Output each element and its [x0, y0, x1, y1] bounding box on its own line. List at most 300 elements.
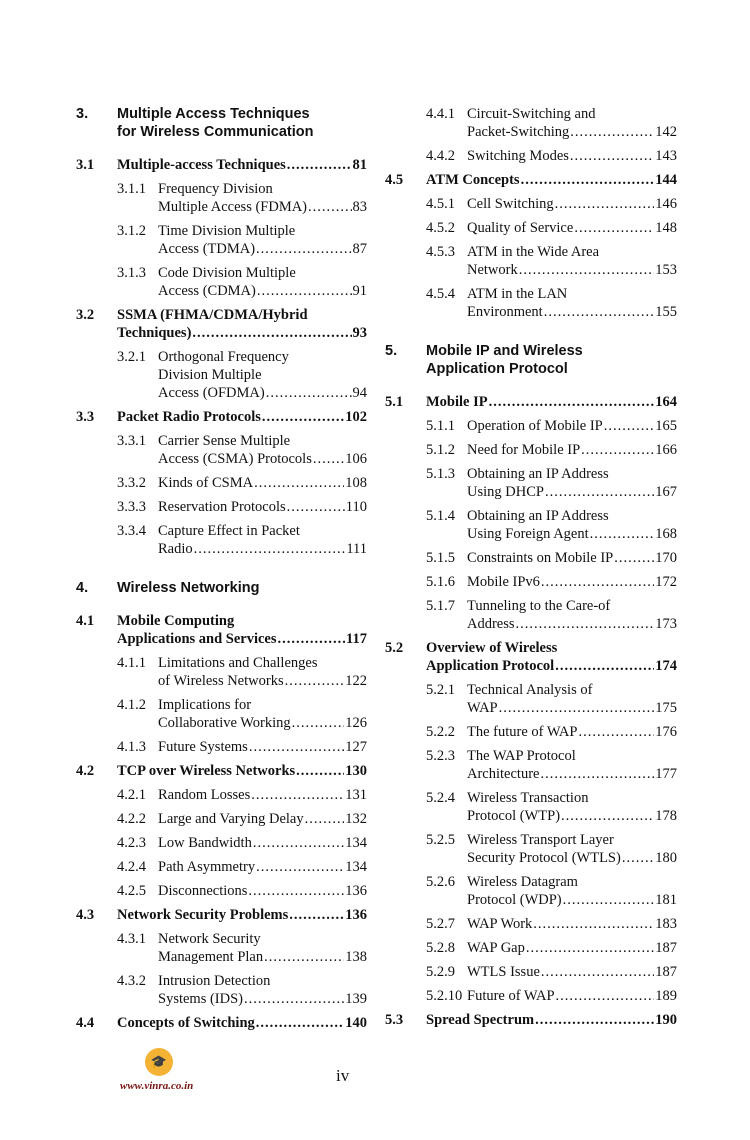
entry-title-line: Switching Modes: [467, 148, 569, 164]
page-ref: 126: [345, 715, 367, 731]
entry-last-line: [467, 261, 677, 279]
entry-title-line: The future of WAP: [467, 724, 578, 740]
entry-last-line: [117, 630, 367, 648]
entry-last-line: [467, 441, 677, 459]
entry-body: [467, 873, 677, 909]
entry-last-line: [158, 990, 367, 1008]
entry-last-line: [117, 762, 367, 780]
entry-last-line: [117, 324, 367, 342]
entry-title-line: TCP over Wireless Networks: [117, 763, 296, 779]
toc-subsection-entry[interactable]: [385, 147, 677, 165]
entry-last-line: [158, 714, 367, 732]
leader-dots: [194, 540, 346, 558]
entry-number: 3.2.1: [117, 349, 146, 365]
leader-dots: [555, 657, 654, 675]
toc-section-entry[interactable]: [76, 408, 367, 426]
page-ref: 102: [345, 409, 367, 425]
toc-subsection-entry[interactable]: [385, 963, 677, 981]
leader-dots: [254, 474, 344, 492]
entry-last-line: [426, 393, 677, 411]
entry-body: [117, 762, 367, 780]
toc-section-entry[interactable]: [76, 306, 367, 342]
entry-title-line: Technical Analysis of: [467, 682, 593, 698]
toc-subsection-entry[interactable]: [385, 789, 677, 825]
toc-subsection-entry[interactable]: [385, 465, 677, 501]
page-ref: 132: [345, 811, 367, 827]
toc-subsection-entry[interactable]: [385, 915, 677, 933]
entry-body: [467, 507, 677, 543]
entry-title-line: Wireless Transport Layer: [467, 832, 614, 848]
entry-body: [467, 285, 677, 321]
entry-number: 5.2.6: [426, 874, 455, 890]
entry-body: [426, 1011, 677, 1029]
entry-body: [426, 342, 677, 378]
toc-subsection-entry[interactable]: [385, 285, 677, 321]
entry-body: [158, 786, 367, 804]
page-ref: 181: [655, 892, 677, 908]
entry-last-line: [467, 699, 677, 717]
entry-number: 5.3: [385, 1012, 404, 1028]
entry-last-line: [158, 474, 367, 492]
entry-title-line: WAP: [467, 700, 498, 716]
page-ref: 91: [352, 283, 367, 299]
leader-dots: [251, 786, 344, 804]
entry-title-line: Access (CSMA) Protocols: [158, 451, 312, 467]
toc-subsection-entry[interactable]: [385, 441, 677, 459]
entry-number: 4.3.2: [117, 973, 146, 989]
entry-number: 4.5.4: [426, 286, 455, 302]
entry-number: 4.5.2: [426, 220, 455, 236]
leader-dots: [287, 498, 345, 516]
leader-dots: [256, 240, 351, 258]
leader-dots: [296, 762, 344, 780]
page-ref: 138: [345, 949, 367, 965]
page-ref: 172: [655, 574, 677, 590]
toc-subsection-entry[interactable]: [76, 882, 367, 900]
toc-subsection-entry[interactable]: [385, 747, 677, 783]
toc-subsection-entry[interactable]: [385, 417, 677, 435]
entry-body: [158, 348, 367, 402]
entry-last-line: [426, 1011, 677, 1029]
entry-body: [467, 465, 677, 501]
toc-section-entry[interactable]: [76, 156, 367, 174]
entry-body: [467, 219, 677, 237]
entry-number: 4.1.1: [117, 655, 146, 671]
entry-number: 3.3.3: [117, 499, 146, 515]
entry-number: 4.4.2: [426, 148, 455, 164]
toc-subsection-entry[interactable]: [76, 474, 367, 492]
leader-dots: [253, 834, 344, 852]
entry-title-line: Packet Radio Protocols: [117, 409, 261, 425]
entry-last-line: [158, 384, 367, 402]
toc-subsection-entry[interactable]: [76, 522, 367, 558]
entry-body: [117, 906, 367, 924]
entry-title-line: Multiple Access (FDMA): [158, 199, 308, 215]
entry-last-line: [158, 498, 367, 516]
entry-body: [158, 810, 367, 828]
entry-last-line: [467, 525, 677, 543]
entry-last-line: [467, 849, 677, 867]
leader-dots: [489, 393, 655, 411]
entry-title-line: Wireless Datagram: [467, 874, 578, 890]
entry-number: 4.2: [76, 763, 95, 779]
leader-dots: [249, 738, 344, 756]
leader-dots: [308, 198, 351, 216]
entry-body: [467, 939, 677, 957]
entry-title-line: Disconnections: [158, 883, 248, 899]
entry-last-line: [467, 219, 677, 237]
entry-number: 5.2.2: [426, 724, 455, 740]
entry-body: [158, 432, 367, 468]
toc-left-column: [76, 105, 367, 1038]
entry-number: 5.1.6: [426, 574, 455, 590]
entry-number: 5.1.4: [426, 508, 455, 524]
entry-last-line: [467, 807, 677, 825]
entry-body: [158, 858, 367, 876]
page-ref: 167: [655, 484, 677, 500]
leader-dots: [264, 948, 344, 966]
entry-last-line: [467, 963, 677, 981]
entry-body: [158, 930, 367, 966]
entry-body: [158, 654, 367, 690]
leader-dots: [545, 483, 654, 501]
toc-section-entry[interactable]: [76, 906, 367, 924]
page-ref: 134: [345, 835, 367, 851]
page-ref: 144: [655, 172, 677, 188]
leader-dots: [561, 807, 654, 825]
publisher-logo: [145, 1048, 173, 1076]
entry-number: 4.4: [76, 1015, 95, 1031]
toc-subsection-entry[interactable]: [76, 930, 367, 966]
toc-subsection-entry[interactable]: [76, 222, 367, 258]
entry-title-line: Spread Spectrum: [426, 1012, 535, 1028]
entry-last-line: [158, 282, 367, 300]
entry-last-line: [467, 303, 677, 321]
entry-title-line: Overview of Wireless: [426, 640, 558, 656]
toc-subsection-entry[interactable]: [76, 810, 367, 828]
toc-subsection-entry[interactable]: [76, 180, 367, 216]
leader-dots: [535, 1011, 654, 1029]
entry-body: [467, 681, 677, 717]
entry-title-line: Using DHCP: [467, 484, 544, 500]
entry-title-line: Mobile IP and Wireless: [426, 343, 583, 359]
toc-subsection-entry[interactable]: [76, 738, 367, 756]
entry-title-line: Network Security: [158, 931, 261, 947]
entry-number: 4.1: [76, 613, 95, 629]
toc-section-entry[interactable]: [385, 639, 677, 675]
entry-last-line: [467, 483, 677, 501]
entry-last-line: [467, 915, 677, 933]
entry-last-line: [117, 1014, 367, 1032]
entry-title-line: Mobile IPv6: [467, 574, 540, 590]
toc-subsection-entry[interactable]: [385, 597, 677, 633]
entry-number: 4.: [76, 580, 89, 596]
leader-dots: [541, 573, 654, 591]
entry-title-line: Techniques): [117, 325, 192, 341]
entry-body: [158, 972, 367, 1008]
entry-last-line: [117, 408, 367, 426]
leader-dots: [622, 849, 654, 867]
toc-subsection-entry[interactable]: [385, 105, 677, 141]
entry-title-line: ATM in the LAN: [467, 286, 568, 302]
graduation-cap-icon: 🎓: [150, 1054, 168, 1069]
entry-body: [467, 573, 677, 591]
entry-title-line: Mobile Computing: [117, 613, 235, 629]
entry-number: 4.1.3: [117, 739, 146, 755]
entry-title-line: Time Division Multiple: [158, 223, 296, 239]
leader-dots: [614, 549, 654, 567]
page-ref: 148: [655, 220, 677, 236]
entry-number: 5.: [385, 343, 398, 359]
entry-last-line: [158, 948, 367, 966]
entry-title-line: Management Plan: [158, 949, 264, 965]
entry-body: [467, 789, 677, 825]
page-ref: 190: [655, 1012, 677, 1028]
entry-body: [467, 915, 677, 933]
entry-last-line: [158, 882, 367, 900]
leader-dots: [285, 672, 345, 690]
entry-title-line: Tunneling to the Care-of: [467, 598, 611, 614]
leader-dots: [516, 615, 655, 633]
entry-body: [158, 222, 367, 258]
toc-section-entry[interactable]: [76, 612, 367, 648]
entry-title-line: Cell Switching: [467, 196, 554, 212]
entry-last-line: [117, 906, 367, 924]
chapter-heading[interactable]: [385, 342, 677, 378]
leader-dots: [578, 723, 654, 741]
entry-title-line: Implications for: [158, 697, 252, 713]
entry-last-line: [467, 723, 677, 741]
toc-section-entry[interactable]: [385, 171, 677, 189]
entry-body: [426, 171, 677, 189]
toc-subsection-entry[interactable]: [76, 786, 367, 804]
toc-subsection-entry[interactable]: [76, 654, 367, 690]
leader-dots: [278, 630, 346, 648]
leader-dots: [521, 171, 655, 189]
page-ref: 83: [352, 199, 367, 215]
entry-number: 5.2.1: [426, 682, 455, 698]
entry-number: 3.3: [76, 409, 95, 425]
entry-title-line: Protocol (WTP): [467, 808, 561, 824]
entry-last-line: [467, 195, 677, 213]
entry-number: 3.1.2: [117, 223, 146, 239]
page-ref: 87: [352, 241, 367, 257]
entry-body: [426, 393, 677, 411]
page-ref: 140: [345, 1015, 367, 1031]
page-ref: 174: [655, 658, 677, 674]
leader-dots: [533, 915, 654, 933]
page-ref: 175: [655, 700, 677, 716]
entry-title-line: Frequency Division: [158, 181, 273, 197]
leader-dots: [570, 147, 654, 165]
entry-title-line: Large and Varying Delay: [158, 811, 304, 827]
toc-subsection-entry[interactable]: [385, 573, 677, 591]
entry-title-line: WTLS Issue: [467, 964, 540, 980]
entry-number: 4.2.1: [117, 787, 146, 803]
entry-title-line: Future of WAP: [467, 988, 555, 1004]
entry-title-line: The WAP Protocol: [467, 748, 576, 764]
toc-subsection-entry[interactable]: [385, 549, 677, 567]
entry-title-line: Architecture: [467, 766, 540, 782]
entry-number: 5.2.8: [426, 940, 455, 956]
entry-title-line: Network Security Problems: [117, 907, 289, 923]
page-ref: 94: [352, 385, 367, 401]
entry-last-line: [158, 738, 367, 756]
entry-body: [117, 105, 367, 141]
leader-dots: [192, 324, 351, 342]
entry-body: [467, 597, 677, 633]
entry-last-line: [158, 450, 367, 468]
entry-title-line: Circuit-Switching and: [467, 106, 596, 122]
page-ref: 136: [345, 907, 367, 923]
entry-body: [426, 639, 677, 675]
page-ref: 136: [345, 883, 367, 899]
entry-title-line: Carrier Sense Multiple: [158, 433, 291, 449]
entry-body: [117, 579, 367, 597]
page-ref: 117: [346, 631, 367, 647]
toc-section-entry[interactable]: [76, 762, 367, 780]
entry-last-line: [467, 573, 677, 591]
publisher-url[interactable]: www.vinra.co.in: [120, 1080, 194, 1092]
leader-dots: [257, 282, 352, 300]
toc-subsection-entry[interactable]: [76, 858, 367, 876]
entry-body: [158, 474, 367, 492]
toc-right-column: [385, 105, 677, 1035]
toc-section-entry[interactable]: [385, 393, 677, 411]
page-ref: 164: [655, 394, 677, 410]
entry-number: 5.2: [385, 640, 404, 656]
entry-number: 4.3.1: [117, 931, 146, 947]
entry-title-line: for Wireless Communication: [117, 124, 314, 140]
toc-subsection-entry[interactable]: [385, 507, 677, 543]
leader-dots: [266, 384, 352, 402]
toc-section-entry[interactable]: [76, 1014, 367, 1032]
entry-title-line: Wireless Transaction: [467, 790, 589, 806]
leader-dots: [540, 765, 654, 783]
toc-subsection-entry[interactable]: [385, 939, 677, 957]
entry-title-line: Concepts of Switching: [117, 1015, 255, 1031]
chapter-heading[interactable]: [76, 579, 367, 597]
entry-title-line: Network: [467, 262, 518, 278]
entry-number: 5.1: [385, 394, 404, 410]
page-ref: 131: [345, 787, 367, 803]
entry-last-line: [467, 765, 677, 783]
entry-title-line: Random Losses: [158, 787, 251, 803]
page-ref: 106: [345, 451, 367, 467]
leader-dots: [519, 261, 655, 279]
entry-number: 3.3.1: [117, 433, 146, 449]
entry-last-line: [158, 540, 367, 558]
entry-title-line: Low Bandwidth: [158, 835, 252, 851]
entry-number: 5.2.9: [426, 964, 455, 980]
entry-body: [158, 264, 367, 300]
entry-number: 5.1.5: [426, 550, 455, 566]
entry-last-line: [158, 198, 367, 216]
entry-body: [158, 696, 367, 732]
toc-subsection-entry[interactable]: [76, 264, 367, 300]
entry-number: 5.2.4: [426, 790, 455, 806]
entry-title-line: Access (CDMA): [158, 283, 256, 299]
entry-body: [117, 306, 367, 342]
leader-dots: [574, 219, 654, 237]
page-ref: 173: [655, 616, 677, 632]
entry-title-line: Access (OFDMA): [158, 385, 265, 401]
leader-dots: [544, 303, 655, 321]
page-ref: 168: [655, 526, 677, 542]
entry-title-line: Obtaining an IP Address: [467, 508, 609, 524]
entry-number: 4.5: [385, 172, 404, 188]
toc-subsection-entry[interactable]: [76, 696, 367, 732]
entry-title-line: of Wireless Networks: [158, 673, 284, 689]
entry-body: [467, 195, 677, 213]
leader-dots: [289, 906, 344, 924]
entry-title-line: Address: [467, 616, 515, 632]
toc-subsection-entry[interactable]: [76, 348, 367, 402]
entry-body: [467, 441, 677, 459]
toc-subsection-entry[interactable]: [385, 831, 677, 867]
toc-subsection-entry[interactable]: [76, 834, 367, 852]
entry-body: [467, 963, 677, 981]
entry-title-line: SSMA (FHMA/CDMA/Hybrid: [117, 307, 308, 323]
entry-title-line: Multiple-access Techniques: [117, 157, 286, 173]
entry-title-line: WAP Work: [467, 916, 533, 932]
leader-dots: [499, 699, 655, 717]
toc-subsection-entry[interactable]: [385, 243, 677, 279]
entry-title-line: Applications and Services: [117, 631, 277, 647]
toc-subsection-entry[interactable]: [76, 432, 367, 468]
entry-number: 5.2.10: [426, 988, 463, 1004]
leader-dots: [541, 963, 654, 981]
entry-last-line: [467, 549, 677, 567]
entry-number: 4.2.2: [117, 811, 146, 827]
page-ref: 178: [655, 808, 677, 824]
page-ref: 127: [345, 739, 367, 755]
toc-subsection-entry[interactable]: [76, 972, 367, 1008]
entry-number: 4.5.3: [426, 244, 455, 260]
entry-body: [158, 834, 367, 852]
entry-title-line: Security Protocol (WTLS): [467, 850, 621, 866]
toc-subsection-entry[interactable]: [385, 873, 677, 909]
entry-number: 5.1.7: [426, 598, 455, 614]
toc-subsection-entry[interactable]: [385, 681, 677, 717]
toc-subsection-entry[interactable]: [76, 498, 367, 516]
entry-number: 3.: [76, 106, 89, 122]
entry-last-line: [467, 891, 677, 909]
entry-number: 3.3.4: [117, 523, 146, 539]
chapter-heading[interactable]: [76, 105, 367, 141]
page-ref: 110: [345, 499, 367, 515]
entry-number: 4.2.5: [117, 883, 146, 899]
entry-title-line: Mobile IP: [426, 394, 488, 410]
entry-number: 4.2.3: [117, 835, 146, 851]
page-ref: 122: [345, 673, 367, 689]
entry-title-line: Operation of Mobile IP: [467, 418, 603, 434]
entry-title-line: ATM in the Wide Area: [467, 244, 600, 260]
entry-last-line: [467, 987, 677, 1005]
toc-subsection-entry[interactable]: [385, 987, 677, 1005]
entry-title-line: Environment: [467, 304, 543, 320]
page-ref: 155: [655, 304, 677, 320]
toc-subsection-entry[interactable]: [385, 219, 677, 237]
toc-subsection-entry[interactable]: [385, 195, 677, 213]
entry-body: [117, 612, 367, 648]
entry-title-line: Path Asymmetry: [158, 859, 256, 875]
toc-subsection-entry[interactable]: [385, 723, 677, 741]
entry-number: 4.5.1: [426, 196, 455, 212]
entry-body: [158, 882, 367, 900]
toc-section-entry[interactable]: [385, 1011, 677, 1029]
entry-title-line: Protocol (WDP): [467, 892, 562, 908]
